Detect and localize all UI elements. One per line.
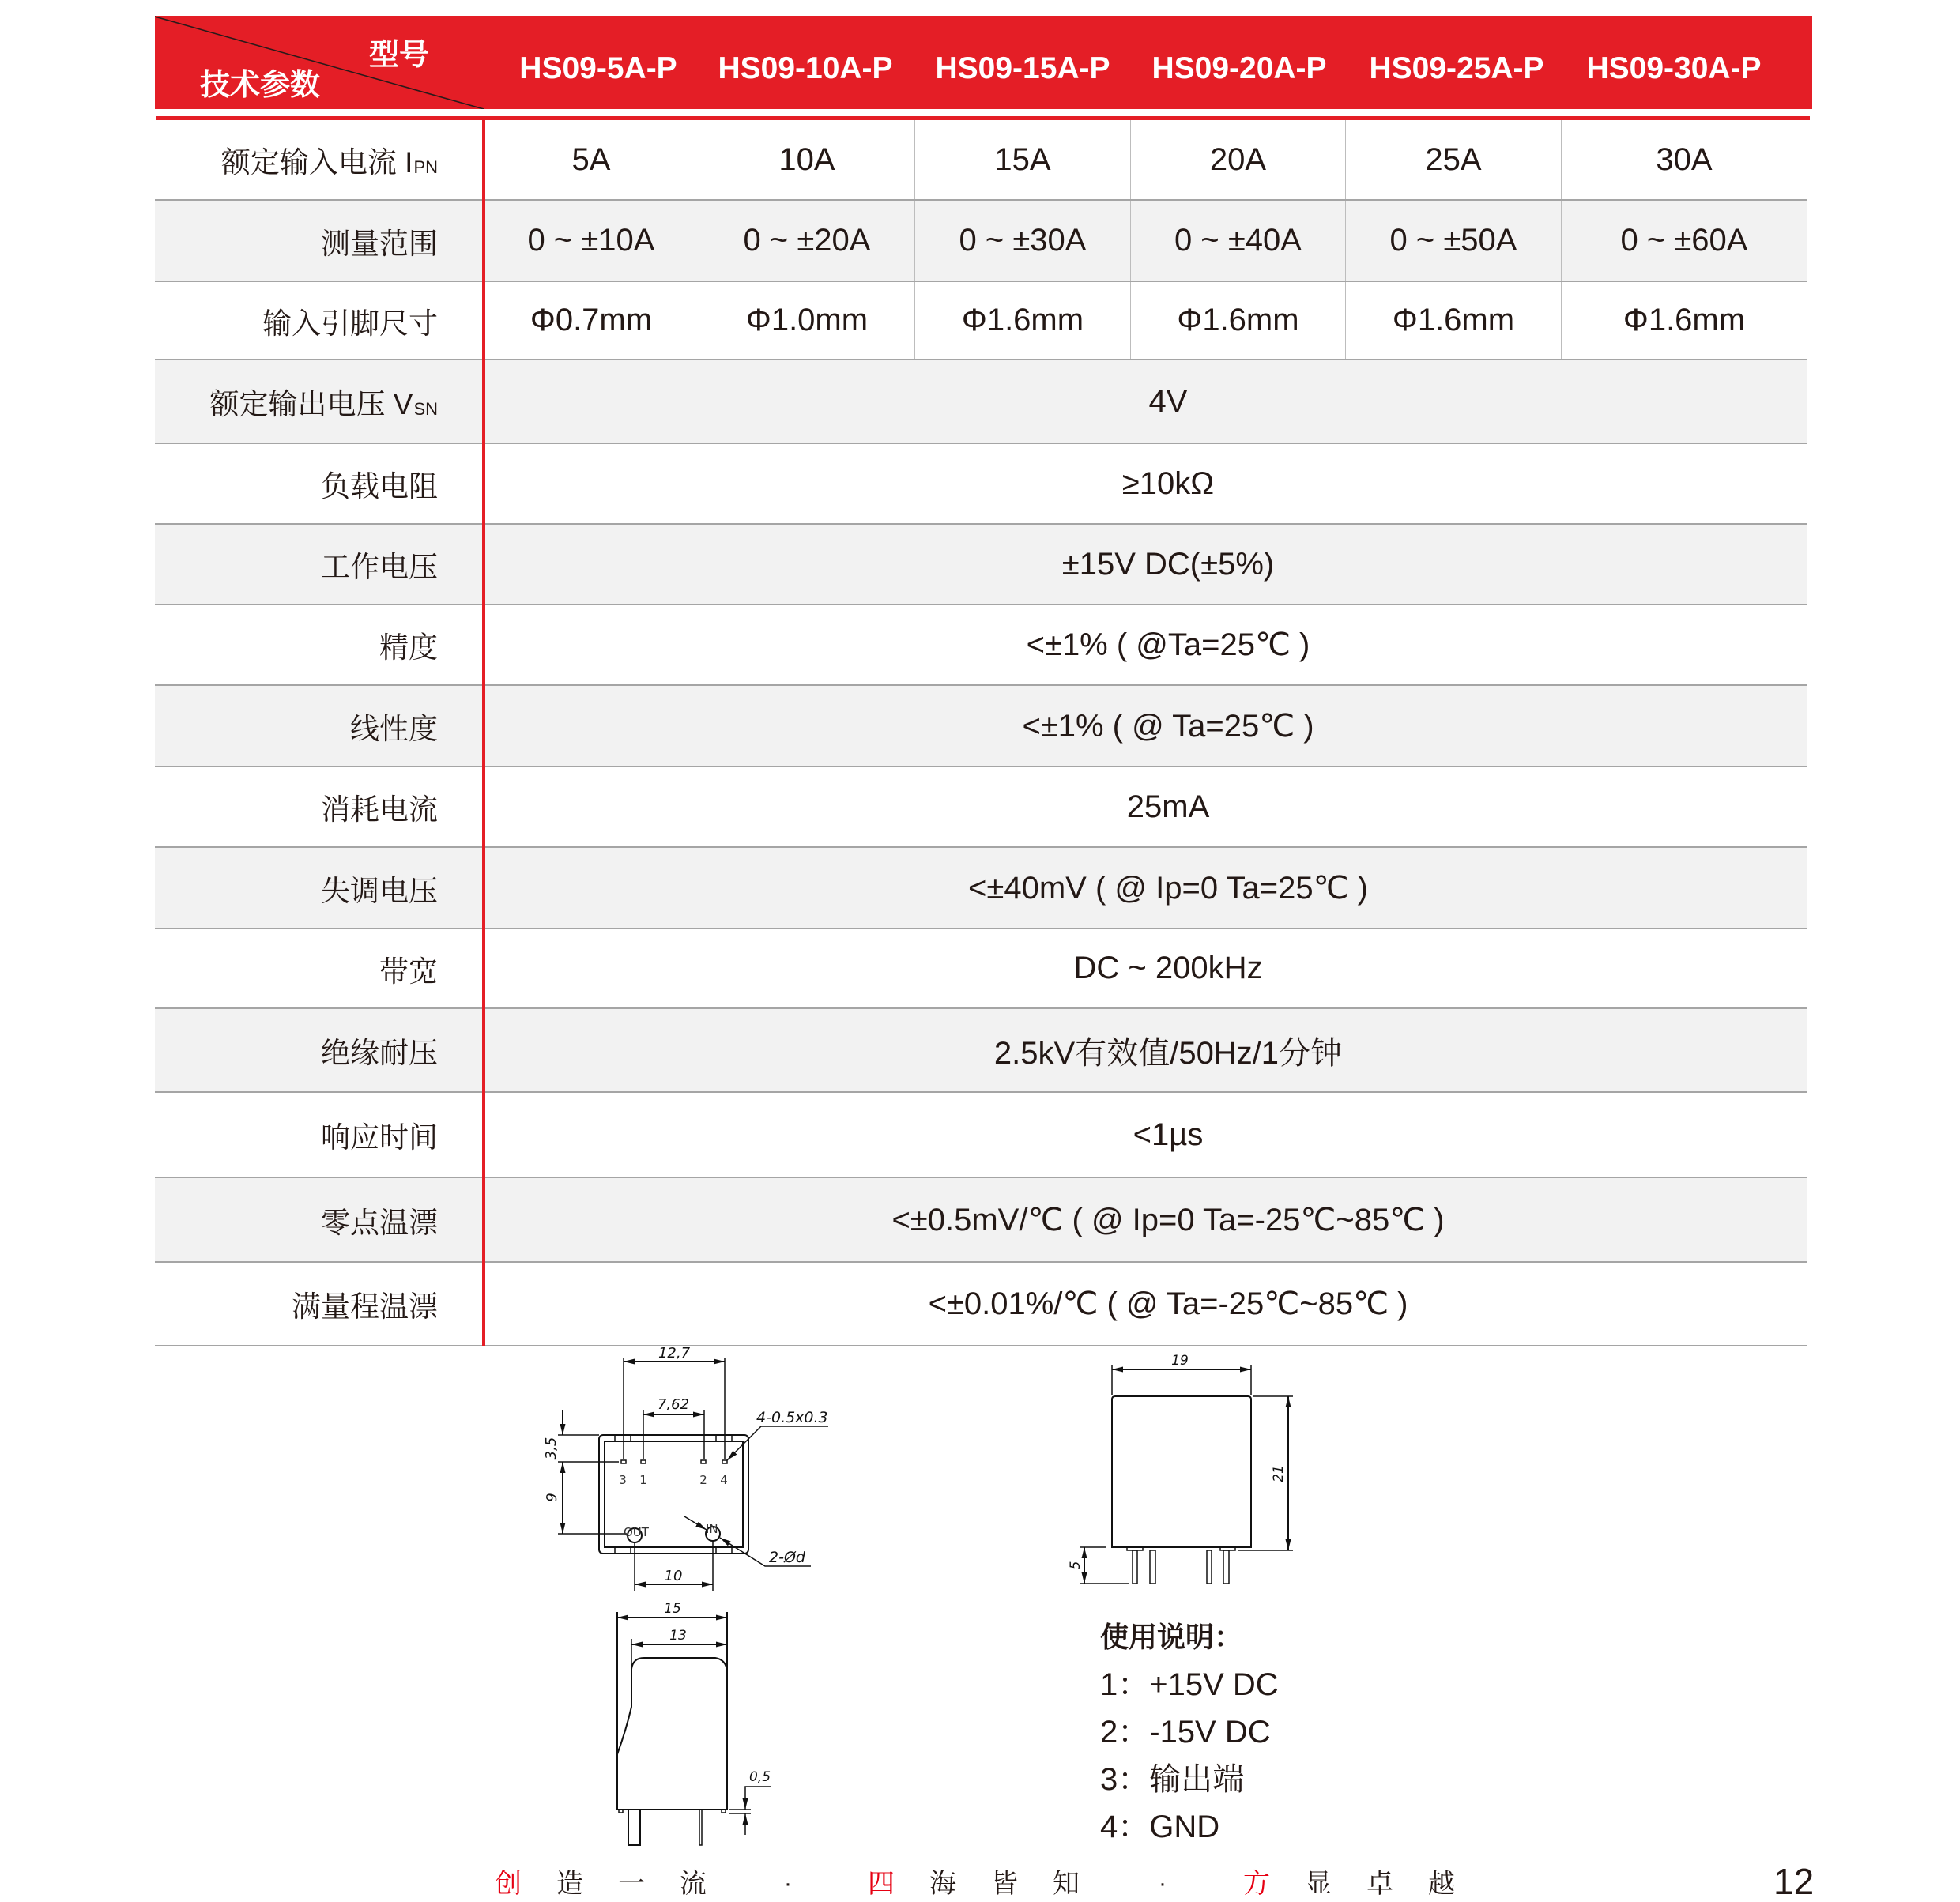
top-view-labels xyxy=(543,1345,828,1584)
dim-text-3-5: 3,5 xyxy=(543,1437,560,1460)
front-pin xyxy=(1207,1550,1212,1584)
spec-label-text: 负载电阻 xyxy=(321,470,438,503)
spec-value: 5A xyxy=(571,141,611,177)
spec-label-subscript: PN xyxy=(413,157,438,177)
spec-label-text: 消耗电流 xyxy=(321,793,438,826)
spec-value: 25mA xyxy=(1126,789,1210,824)
spec-label-text: 响应时间 xyxy=(321,1121,438,1154)
side-view-labels xyxy=(664,1601,771,1785)
front-body-outline xyxy=(1112,1396,1251,1547)
parameter-row-label: 技术参数 xyxy=(200,69,321,102)
side-pin-thin xyxy=(699,1810,702,1845)
spec-value: <±1% ( @Ta=25℃ ) xyxy=(1026,627,1310,662)
spec-value: 0 ~ ±10A xyxy=(527,223,655,258)
slogan-char: 显 xyxy=(1305,1869,1332,1899)
spec-value: DC ~ 200kHz xyxy=(1073,951,1263,985)
spec-value: 10A xyxy=(699,120,914,199)
usage-item-pin-2: 2：-15V DC xyxy=(1100,1715,1271,1749)
spec-value: 0 ~ ±20A xyxy=(699,201,914,281)
spec-value: <1µs xyxy=(1133,1117,1204,1152)
slogan-char: 造 xyxy=(556,1869,583,1899)
model-header-20a: HS09-20A-P xyxy=(1152,51,1327,85)
usage-item-pin-3: 3：输出端 xyxy=(1100,1762,1245,1797)
spec-value: 25A xyxy=(1345,120,1561,199)
callout-pins-text: 4-0.5x0.3 xyxy=(756,1409,828,1426)
pin-label-4: 4 xyxy=(720,1473,728,1487)
pin-pad-2 xyxy=(701,1460,706,1463)
slogan-char: 四 xyxy=(868,1869,895,1899)
dim-text-10: 10 xyxy=(664,1568,683,1584)
spec-label-text: 零点温漂 xyxy=(321,1206,438,1239)
pin-label-1: 1 xyxy=(639,1473,647,1487)
spec-value: <±40mV ( @ Ip=0 Ta=25℃ ) xyxy=(968,870,1368,906)
spec-label-text: 带宽 xyxy=(379,955,438,988)
footer-slogan-separator: · xyxy=(1159,1870,1167,1896)
callout-holes-text: 2-Ød xyxy=(769,1549,805,1566)
dim-text-15: 15 xyxy=(664,1601,681,1617)
spec-value: 0 ~ ±50A xyxy=(1345,201,1561,281)
front-view-drawing xyxy=(1080,1365,1293,1584)
spec-value: <±1% ( @ Ta=25℃ ) xyxy=(1022,708,1314,744)
spec-value: Φ0.7mm xyxy=(530,303,653,337)
slogan-char: 流 xyxy=(680,1869,707,1899)
spec-value: Φ1.6mm xyxy=(914,282,1130,359)
spec-label-text: 额定输入电流 I xyxy=(220,146,413,179)
model-header-5a: HS09-5A-P xyxy=(519,51,677,85)
spec-label-text: 输入引脚尺寸 xyxy=(262,307,438,340)
slogan-char: 越 xyxy=(1428,1869,1455,1899)
usage-item-pin-4: 4：GND xyxy=(1100,1810,1220,1844)
model-header-30a: HS09-30A-P xyxy=(1586,51,1762,85)
footer-slogan-separator: · xyxy=(784,1870,792,1896)
dim-text-12-7: 12,7 xyxy=(658,1345,691,1362)
spec-label-text: 额定输出电压 V xyxy=(209,388,413,420)
dim-text-21: 21 xyxy=(1271,1465,1287,1482)
dim-text-5: 5 xyxy=(1068,1561,1084,1570)
model-header-25a: HS09-25A-P xyxy=(1369,51,1544,85)
spec-value: 30A xyxy=(1561,120,1807,199)
spec-label-text: 测量范围 xyxy=(321,227,438,260)
slogan-char: 海 xyxy=(929,1869,956,1899)
spec-label-text: 线性度 xyxy=(350,712,438,745)
spec-value: Φ1.6mm xyxy=(1561,282,1807,359)
dim-line-0-5 xyxy=(745,1787,771,1810)
spec-value: ≥10kΩ xyxy=(1121,465,1215,501)
spec-label-subscript: SN xyxy=(413,399,438,419)
side-left-contour xyxy=(617,1669,631,1754)
top-view-pin-labels xyxy=(619,1473,728,1539)
pin-pad-4 xyxy=(722,1460,727,1463)
spec-value: <±0.5mV/℃ ( @ Ip=0 Ta=-25℃~85℃ ) xyxy=(891,1202,1445,1237)
spec-value: 15A xyxy=(914,120,1130,199)
spec-value: Φ1.0mm xyxy=(699,282,914,359)
dim-text-9: 9 xyxy=(544,1493,560,1502)
usage-item-pin-1: 1：+15V DC xyxy=(1100,1667,1279,1702)
usage-title: 使用说明： xyxy=(1100,1621,1243,1653)
front-pin xyxy=(1150,1550,1155,1584)
slogan-char: 创 xyxy=(495,1869,522,1899)
hole-out-label: OUT xyxy=(624,1525,649,1539)
pin-label-3: 3 xyxy=(619,1473,627,1487)
spec-value: Φ1.6mm xyxy=(1130,282,1345,359)
slogan-char: 方 xyxy=(1243,1869,1270,1899)
model-header-15a: HS09-15A-P xyxy=(935,51,1110,85)
spec-label-text: 工作电压 xyxy=(321,551,438,583)
front-view-labels xyxy=(1068,1353,1287,1569)
body-outline xyxy=(599,1435,748,1554)
spec-value: <±0.01%/℃ ( @ Ta=-25℃~85℃ ) xyxy=(928,1286,1408,1321)
dim-text-0-5: 0,5 xyxy=(749,1769,771,1785)
slogan-char: 知 xyxy=(1053,1869,1080,1899)
slogan-char: 卓 xyxy=(1366,1869,1393,1899)
spec-label-text: 绝缘耐压 xyxy=(321,1037,438,1069)
model-column-label: 型号 xyxy=(369,39,430,72)
spec-value: ±15V DC(±5%) xyxy=(1061,546,1275,582)
dim-text-7-62: 7,62 xyxy=(657,1396,690,1413)
spec-value: 2.5kV有效值/50Hz/1分钟 xyxy=(993,1035,1343,1071)
front-pin xyxy=(1223,1550,1229,1584)
spec-value: 20A xyxy=(1130,120,1345,199)
front-pin xyxy=(1133,1550,1137,1584)
spec-value: Φ1.6mm xyxy=(1345,282,1561,359)
side-pin-thick xyxy=(628,1810,640,1845)
side-top-contour xyxy=(631,1658,727,1670)
slogan-char: 皆 xyxy=(991,1869,1018,1899)
page-number: 12 xyxy=(1773,1861,1815,1902)
spec-label-text: 失调电压 xyxy=(321,874,438,907)
usage-notes xyxy=(1100,1614,1279,1851)
side-view-drawing xyxy=(617,1612,771,1845)
spec-value: 0 ~ ±30A xyxy=(914,201,1130,281)
dim-text-19: 19 xyxy=(1171,1353,1189,1369)
model-header-10a: HS09-10A-P xyxy=(718,51,893,85)
spec-label-text: 满量程温漂 xyxy=(292,1290,438,1323)
dim-text-13: 13 xyxy=(669,1628,687,1644)
pin-label-2: 2 xyxy=(699,1473,707,1487)
spec-label-text: 精度 xyxy=(379,631,438,664)
slogan-char: 一 xyxy=(618,1869,645,1899)
spec-value: 0 ~ ±40A xyxy=(1130,201,1345,281)
spec-value: 0 ~ ±60A xyxy=(1561,201,1807,281)
pin-pad-3 xyxy=(621,1460,626,1463)
hole-in-label: IN xyxy=(706,1522,718,1536)
pin-pad-1 xyxy=(641,1460,646,1463)
spec-value: 4V xyxy=(1148,383,1188,419)
